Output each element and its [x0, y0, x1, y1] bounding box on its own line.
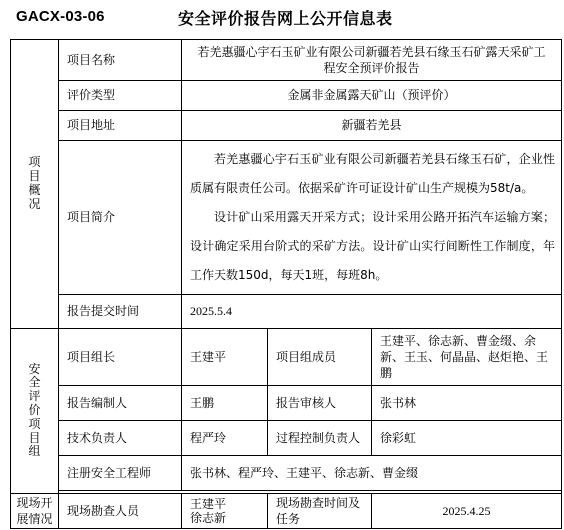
submit-time-value: 2025.5.4 — [182, 295, 562, 329]
row-leader — [11, 329, 562, 386]
row-tech — [11, 421, 562, 456]
section-team — [11, 329, 59, 494]
info-table — [10, 39, 562, 529]
section-overview-label: 项目概况 — [28, 155, 41, 211]
members-label: 项目组成员 — [268, 329, 372, 386]
row-site — [11, 494, 562, 529]
row-address — [11, 111, 562, 141]
site-staff-label: 现场勘查人员 — [59, 494, 182, 529]
section-overview — [11, 40, 59, 329]
leader-label: 项目组长 — [59, 329, 182, 386]
process-label: 过程控制负责人 — [268, 421, 372, 456]
intro-paragraph-1: 若羌惠疆心宇石玉矿业有限公司新疆若羌县石缘玉石矿，企业性质属有限责任公司。依据采矿许可证设计矿山生产规模为58t/a。 — [190, 152, 556, 195]
intro-value — [182, 141, 562, 295]
engineers-value: 张书林、程严玲、王建平、徐志新、曹金缀 — [182, 456, 562, 491]
row-author — [11, 386, 562, 421]
tech-value: 程严玲 — [182, 421, 268, 456]
eval-type-value: 金属非金属露天矿山（预评价） — [182, 81, 562, 111]
site-time-value: 2025.4.25 — [372, 494, 562, 529]
address-value: 新疆若羌县 — [182, 111, 562, 141]
reviewer-value: 张书林 — [372, 386, 562, 421]
site-staff-value: 王建平 徐志新 — [182, 494, 268, 529]
section-team-label: 安全评价项目组 — [28, 361, 41, 459]
row-project-name — [11, 40, 562, 81]
row-intro — [11, 141, 562, 295]
section-site-label: 现场开展情况 — [16, 495, 53, 526]
members-value: 王建平、徐志新、曹金缀、余新、王玉、何晶晶、赵炬艳、王鹏 — [372, 329, 562, 386]
author-label: 报告编制人 — [59, 386, 182, 421]
intro-label: 项目简介 — [59, 141, 182, 295]
project-name-label: 项目名称 — [59, 40, 182, 81]
document-title: 安全评价报告网上公开信息表 — [178, 9, 393, 28]
process-value: 徐彩虹 — [372, 421, 562, 456]
row-eval-type — [11, 81, 562, 111]
submit-time-label: 报告提交时间 — [59, 295, 182, 329]
project-name-value: 若羌惠疆心宇石玉矿业有限公司新疆若羌县石缘玉石矿露天采矿工程安全预评价报告 — [182, 40, 562, 81]
engineers-label: 注册安全工程师 — [59, 456, 182, 491]
row-engineers — [11, 456, 562, 491]
author-value: 王鹏 — [182, 386, 268, 421]
reviewer-label: 报告审核人 — [268, 386, 372, 421]
intro-paragraph-2: 设计矿山采用露天开采方式；设计采用公路开拓汽车运输方案；设计确定采用台阶式的采矿方法。设计矿山实行间断性工作制度，年工作天数150d，每天1班，每班8h。 — [190, 210, 556, 282]
site-time-label: 现场勘查时间及任务 — [268, 494, 372, 529]
address-label: 项目地址 — [59, 111, 182, 141]
leader-value: 王建平 — [182, 329, 268, 386]
row-submit-time — [11, 295, 562, 329]
section-site — [11, 494, 59, 529]
document-code: GACX-03-06 — [16, 8, 105, 25]
tech-label: 技术负责人 — [59, 421, 182, 456]
eval-type-label: 评价类型 — [59, 81, 182, 111]
